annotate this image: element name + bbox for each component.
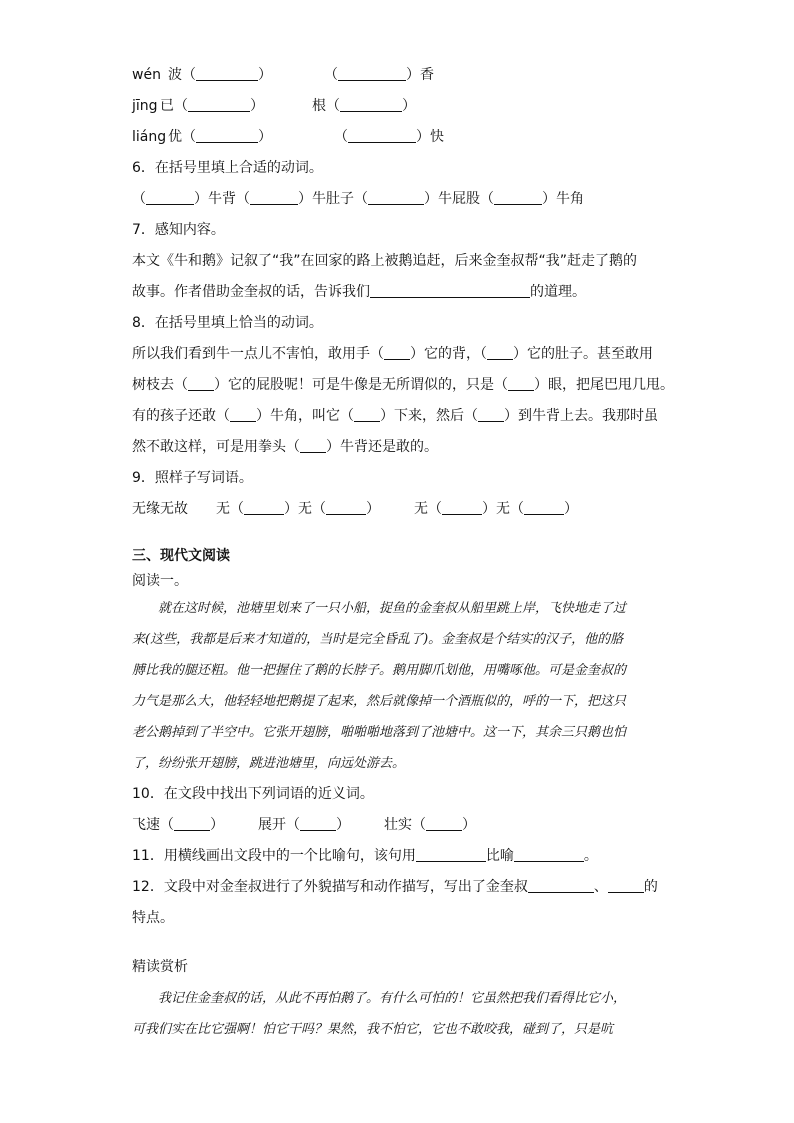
question-8-title: 8．在括号里填上恰当的动词。 bbox=[132, 315, 323, 331]
answer-blank[interactable] bbox=[487, 343, 513, 360]
answer-blank[interactable] bbox=[426, 814, 462, 831]
answer-blank[interactable] bbox=[514, 845, 584, 862]
reading-passage bbox=[132, 593, 672, 779]
word-blank: （ ）香 bbox=[324, 60, 434, 91]
word-blank: 波（ ） bbox=[168, 60, 272, 91]
passage-line: 老公鹅掉到了半空中。它张开翅膀，啪啪啪地落到了池塘中。这一下，其余三只鹅也怕 bbox=[132, 725, 627, 740]
example-word: 无缘无故 bbox=[132, 501, 188, 517]
question-7-line: 本文《牛和鹅》记叙了“我”在回家的路上被鹅追赶，后来金奎叔帮“我”赶走了鹅的 bbox=[132, 253, 638, 269]
answer-blank[interactable] bbox=[196, 126, 258, 143]
word-blank-group: 无（ ）无（ ） bbox=[414, 494, 578, 525]
synonym-item: 壮实（ ） bbox=[384, 810, 476, 841]
pinyin-row bbox=[132, 91, 672, 122]
close-reading-passage bbox=[132, 983, 672, 1045]
question-9-title: 9．照样子写词语。 bbox=[132, 470, 253, 486]
question-6-title: 6．在括号里填上合适的动词。 bbox=[132, 160, 323, 176]
passage-line: 就在这时候，池塘里划来了一只小船，捉鱼的金奎叔从船里跳上岸，飞快地走了过 bbox=[158, 601, 627, 616]
word-blank-group: 无（ ）无（ ） bbox=[216, 494, 380, 525]
pinyin: wén bbox=[132, 67, 161, 83]
question-8-line: 树枝去（ ）它的屁股呢！可是牛像是无所谓似的，只是（ ）眼，把尾巴甩几甩。 bbox=[132, 370, 672, 401]
word-blank: 已（ ） bbox=[160, 91, 264, 122]
answer-blank[interactable] bbox=[326, 498, 366, 515]
passage-line: 了，纷纷张开翅膀，跳进池塘里，向远处游去。 bbox=[132, 756, 406, 771]
pinyin: liáng bbox=[132, 129, 167, 145]
question-7-title: 7．感知内容。 bbox=[132, 222, 225, 238]
answer-blank[interactable] bbox=[230, 405, 256, 422]
answer-blank[interactable] bbox=[508, 374, 534, 391]
answer-blank[interactable] bbox=[188, 95, 250, 112]
passage-line: 力气是那么大，他轻轻地把鹅提了起来，然后就像掉一个酒瓶似的，呼的一下，把这只 bbox=[132, 694, 627, 709]
answer-blank[interactable] bbox=[494, 188, 542, 205]
question-8-line: 有的孩子还敢（ ）牛角，叫它（ ）下来，然后（ ）到牛背上去。我那时虽 bbox=[132, 401, 672, 432]
answer-blank[interactable] bbox=[354, 405, 380, 422]
question-10-title: 10．在文段中找出下列词语的近义词。 bbox=[132, 786, 374, 802]
question-6-blanks: （ ）牛背（ ）牛肚子（ ）牛屁股（ ）牛角 bbox=[132, 184, 672, 215]
question-10-line bbox=[132, 810, 672, 841]
pinyin: jīng bbox=[132, 98, 158, 114]
pinyin-row bbox=[132, 60, 672, 91]
word-blank: 优（ ） bbox=[168, 122, 272, 153]
worksheet-page bbox=[132, 60, 672, 1045]
answer-blank[interactable] bbox=[608, 876, 644, 893]
word-blank: 根（ ） bbox=[312, 91, 416, 122]
word-blank: （ ）快 bbox=[334, 122, 444, 153]
synonym-item: 飞速（ ） bbox=[132, 810, 224, 841]
question-8-line: 所以我们看到牛一点儿不害怕，敢用手（ ）它的背，（ ）它的肚子。甚至敢用 bbox=[132, 339, 672, 370]
answer-blank[interactable] bbox=[300, 814, 336, 831]
answer-blank[interactable] bbox=[524, 498, 564, 515]
answer-blank[interactable] bbox=[478, 405, 504, 422]
answer-blank[interactable] bbox=[244, 498, 284, 515]
answer-blank[interactable] bbox=[370, 281, 530, 298]
synonym-item: 展开（ ） bbox=[258, 810, 350, 841]
answer-blank[interactable] bbox=[188, 374, 214, 391]
passage-line: 膊比我的腿还粗。他一把握住了鹅的长脖子。鹅用脚爪划他，用嘴啄他。可是金奎叔的 bbox=[132, 663, 627, 678]
answer-blank[interactable] bbox=[442, 498, 482, 515]
question-7-line: 故事。作者借助金奎叔的话，告诉我们 的道理。 bbox=[132, 277, 672, 308]
section-title: 三、现代文阅读 bbox=[132, 548, 230, 564]
answer-blank[interactable] bbox=[340, 95, 402, 112]
passage-line: 来(这些，我都是后来才知道的，当时是完全昏乱了)。金奎叔是个结实的汉子，他的胳 bbox=[132, 632, 624, 647]
answer-blank[interactable] bbox=[348, 126, 416, 143]
question-12: 12．文段中对金奎叔进行了外貌描写和动作描写，写出了金奎叔 、 的 bbox=[132, 872, 672, 903]
answer-blank[interactable] bbox=[196, 64, 258, 81]
question-8-line: 然不敢这样，可是用拳头（ ）牛背还是敢的。 bbox=[132, 432, 672, 463]
pinyin-row bbox=[132, 122, 672, 153]
question-9-line bbox=[132, 494, 672, 525]
answer-blank[interactable] bbox=[528, 876, 594, 893]
answer-blank[interactable] bbox=[338, 64, 406, 81]
reading-label: 阅读一。 bbox=[132, 573, 188, 589]
answer-blank[interactable] bbox=[250, 188, 298, 205]
passage-line: 我记住金奎叔的话，从此不再怕鹅了。有什么可怕的！它虽然把我们看得比它小， bbox=[158, 991, 627, 1006]
answer-blank[interactable] bbox=[146, 188, 194, 205]
answer-blank[interactable] bbox=[384, 343, 410, 360]
answer-blank[interactable] bbox=[368, 188, 424, 205]
close-reading-title: 精读赏析 bbox=[132, 959, 188, 975]
answer-blank[interactable] bbox=[174, 814, 210, 831]
answer-blank[interactable] bbox=[416, 845, 486, 862]
question-12-line: 特点。 bbox=[132, 910, 174, 926]
question-11: 11．用横线画出文段中的一个比喻句，该句用 比喻 。 bbox=[132, 841, 672, 872]
passage-line: 可我们实在比它强啊！怕它干吗？果然，我不怕它，它也不敢咬我，碰到了，只是吭 bbox=[132, 1022, 614, 1037]
answer-blank[interactable] bbox=[300, 436, 326, 453]
